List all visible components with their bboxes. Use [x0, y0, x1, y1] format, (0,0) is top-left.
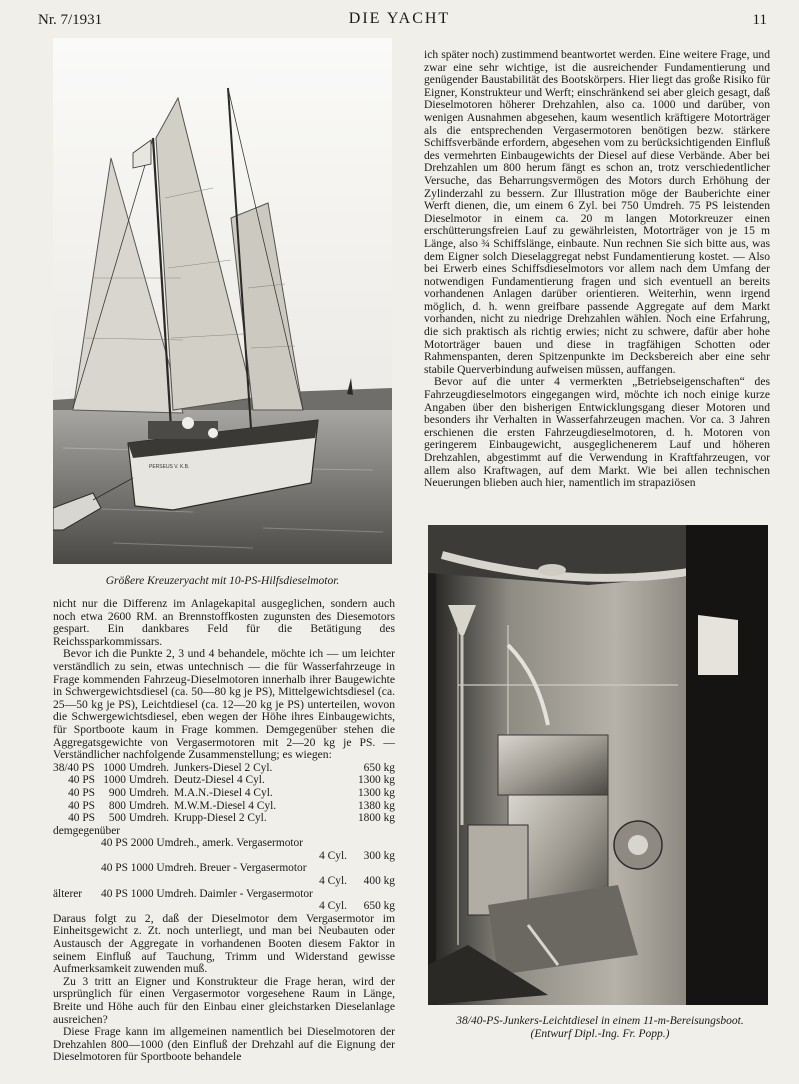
ps-cell: 40 PS: [68, 812, 95, 825]
petrol-subrow: [53, 875, 395, 888]
demgegenueber-label: demgegenüber: [53, 824, 121, 837]
rpm-cell: 1000 Umdreh.: [103, 774, 169, 787]
weight-cell: 400 kg: [363, 875, 395, 888]
weight-cell: 1300 kg: [357, 774, 395, 787]
weight-cell: 1300 kg: [357, 786, 395, 799]
right-paragraph-1: ich später noch) zustimmend beantwortet werden. Eine weitere Frage, und zwar eine sehr wichtige, ist die ausreichender Fundamentierung und genügender Baustabilität des Bootskörpers. Hier liegt das große Risiko für Eigner, Konstrukteur und Werft; einschränkend sei aber gleich gesagt, daß Dieselmotoren höherer Drehzahlen, also ca. 1000 und darüber, von wenigen Ausnahmen abgesehen, kaum wesentlich kräftigere Motorträger als die entsprechenden Vergasermotoren benötigen bezw. stärkere Schiffsverbände erfordern, abgesehen vom zu berücksichtigenden Einfluß des vermehrten Einbaugewichts der Diesel auf diese Verbände. Aber bei Drehzahlen um 800 herum fängt es schon an, trotz verschiedentlicher Versuche, das Beharrungsvermögen des Motors durch Erhöhung der Zylinderzahl zu bessern. Zur Illustration möge der Bauberichte einer Werft dienen, die, um einem 6 Zyl. bei 750 Umdreh. 75 PS leistenden Dieselmotor in einem ca. 20 m langen Motorkreuzer einen erschütterungsfreien Lauf zu gewährleisten, Motorträger von je 15 m Länge, also ¾ Schiffslänge, einbaute. Nun rechnen Sie sich bitte aus, was dem Eigner solch Dieselaggregat nebst Fundamentierung kostet. — Also bei Erwerb eines Schiffsdieselmotors vor allem nach dem Umfang der notwendigen Fundamentierung fragen und sich eventuell an bereits vorhandenen Anlagen darüber orientieren. Weiterhin, wenn irgend möglich, d. h. wenn greifbare passende Aggregate auf dem Markt vorhanden, nicht zu niedrige Drehzahlen wählen. Noch eine Erfahrung, die sich praktisch als richtig erwies; nicht zu schwere, dafür aber hohe Motorträger bauen und diese in tragfähigen Schotten oder Rahmenspanten, deren Spitzenpunkte im Decksbereich aber eine sehr stabile Querverbindung aufweisen müssen, auffangen.: [424, 48, 770, 376]
ps-cell: 40 PS: [68, 786, 95, 799]
diesel-row: [53, 787, 395, 800]
magazine-title: DIE YACHT: [348, 10, 451, 27]
diesel-row: [53, 812, 395, 825]
engine-caption-line2: (Entwurf Dipl.-Ing. Fr. Popp.): [530, 1028, 670, 1040]
cyl-cell: 4 Cyl.: [319, 875, 347, 888]
petrol-row: [53, 862, 395, 887]
weight-cell: 1800 kg: [357, 812, 395, 825]
right-paragraph-2: Bevor auf die unter 4 vermerkten „Betriebseigenschaften“ des Fahrzeugdieselmotors eingegangen wird, möchte ich noch einige kurze Angaben über den bisherigen Entwicklungsgang dieser Motoren und besonders ihr Verhalten in Wasserfahrzeugen machen. Vor ca. 3 Jahren erschienen die ersten Fahrzeugdieselmotoren, d. h. Motoren von geringerem Einbaugewicht, ausgeglichenerem Lauf und höheren Drehzahlen, abgestimmt auf die Verwendung in Kraftfahrzeugen, vor allem also Kraftwagen, auf dem Markt. Wie bei allen technischen Neuerungen blieben auch hier, namentlich im strapaziösen: [424, 375, 770, 490]
rpm-cell: 800 Umdreh.: [108, 799, 169, 812]
petrol-subrow: [53, 900, 395, 913]
ps-cell: 40 PS: [68, 799, 95, 812]
engine-photo: [428, 525, 768, 1005]
ps-cell: 38/40 PS: [53, 761, 95, 774]
yacht-illustration: [53, 38, 392, 564]
prefix-cell: älterer: [53, 887, 83, 900]
engine-cell: Deutz-Diesel 4 Cyl.: [174, 774, 265, 787]
weight-cell: 650 kg: [363, 761, 395, 774]
petrol-mainrow: [53, 888, 395, 901]
engine-caption: [420, 1015, 780, 1041]
engine-cell: M.W.M.-Diesel 4 Cyl.: [174, 799, 277, 812]
issue-number: Nr. 7/1931: [38, 12, 103, 28]
engine-cell: Junkers-Diesel 2 Cyl.: [174, 761, 273, 774]
weight-cell: 1380 kg: [357, 799, 395, 812]
petrol-line: 40 PS 1000 Umdreh. Daimler - Vergasermotor: [101, 887, 313, 900]
left-paragraph-2: Bevor ich die Punkte 2, 3 und 4 behandele, möchte ich — um leichter verständlich zu sein, etwas untechnisch — die für Wasserfahrzeuge in Frage kommenden Fahrzeug-Dieselmotoren innerhalb ihrer Baugewichte in Schwergewichtsdiesel (ca. 50—80 kg je PS), Mittelgewichtsdiesel (ca. 25—50 kg je PS), Leichtdiesel (ca. 12—20 kg je PS) unterteilen, wovon die Schwergewichtsdiesel, eben wegen der Höhe ihres Einbaugewichts, für Sportboote kaum in Frage kommen. Demgegenüber stehen die Aggregatsgewichte von Vergasermotoren mit 2—20 kg je PS. — Verständlicher nachfolgende Zusammenstellung; es wiegen:: [53, 647, 395, 762]
weight-cell: 300 kg: [363, 849, 395, 862]
left-paragraph-5: Diese Frage kann im allgemeinen namentlich bei Dieselmotoren der Drehzahlen 800—1000 (den Einfluß der Drehzahl auf die Eignung der Dieselmotoren für Sportboote behandele: [53, 1025, 395, 1064]
yacht-caption: Größere Kreuzeryacht mit 10-PS-Hilfsdieselmotor.: [105, 575, 340, 587]
left-paragraph-1: nicht nur die Differenz im Anlagekapital ausgeglichen, sondern auch noch etwa 2600 RM. an Brennstoffkosten zugunsten des Diesemotors gespart. Ein dankbares Feld für die Betätigung des Reichssparkommissars.: [53, 597, 395, 648]
ps-cell: 40 PS: [68, 774, 95, 787]
weight-cell: 650 kg: [363, 900, 395, 913]
left-paragraph-4: Zu 3 tritt an Eigner und Konstrukteur die Frage heran, wird der ursprünglich für einen Vergasermotor vorgesehene Raum in Länge, Breite und Höhe auch für den Einbau einer gleichstarken Dieselanlage ausreichen?: [53, 974, 395, 1026]
left-column: [53, 598, 395, 1064]
diesel-row: [53, 800, 395, 813]
rpm-cell: 1000 Umdreh.: [103, 761, 169, 774]
petrol-row: [53, 888, 395, 913]
rpm-cell: 500 Umdreh.: [108, 812, 169, 825]
diesel-row: [53, 774, 395, 787]
weight-table: [53, 762, 395, 913]
engine-illustration: [428, 525, 768, 1005]
right-column: [424, 49, 770, 490]
yacht-hull-lettering: PERSEUS V. K.B.: [149, 464, 190, 470]
engine-cell: M.A.N.-Diesel 4 Cyl.: [174, 786, 273, 799]
petrol-line: 40 PS 2000 Umdreh., amerk. Vergasermotor: [101, 837, 304, 850]
cyl-cell: 4 Cyl.: [319, 849, 347, 862]
yacht-photo: [53, 38, 392, 564]
cyl-cell: 4 Cyl.: [319, 900, 347, 913]
petrol-row: [53, 837, 395, 862]
left-paragraph-3: Daraus folgt zu 2, daß der Dieselmotor dem Vergasermotor im Einheitsgewicht z. Zt. noch unterliegt, und man bei Neubauten oder Austausch der Aggregate in vorhandenen Booten diesem Faktor in seinem Einfluß auf Tauchung, Trimm und Widerstand gewisse Aufmerksamkeit zuwenden muß.: [53, 911, 395, 976]
engine-cell: Krupp-Diesel 2 Cyl.: [174, 812, 267, 825]
petrol-subrow: [53, 850, 395, 863]
petrol-line: 40 PS 1000 Umdreh. Breuer - Vergasermotor: [101, 862, 307, 875]
diesel-row: [53, 762, 395, 775]
engine-caption-line1: 38/40-PS-Junkers-Leichtdiesel in einem 11-m-Bereisungsboot.: [456, 1015, 744, 1027]
rpm-cell: 900 Umdreh.: [108, 786, 169, 799]
page-number: 11: [752, 12, 767, 28]
